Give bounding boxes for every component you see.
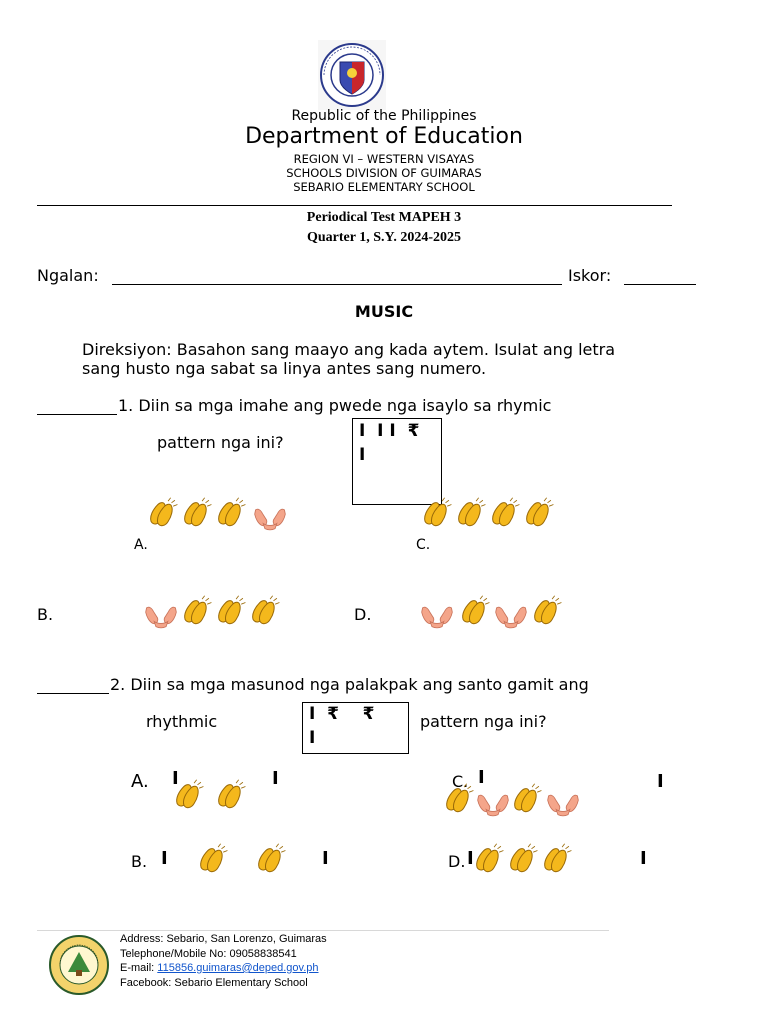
- footer-email-label: E-mail:: [120, 962, 155, 974]
- barline: I: [467, 848, 474, 869]
- clap-icon: [442, 782, 476, 816]
- footer-address: Address: Sebario, San Lorenzo, Guimaras: [120, 933, 327, 945]
- q2-option-d-label: D.: [448, 852, 466, 871]
- q2-notation-line2: I: [309, 728, 316, 748]
- q2-option-a-label: A.: [131, 771, 149, 792]
- open-hands-icon: [144, 596, 178, 630]
- clap-icon: [506, 842, 540, 876]
- directions-line1: Direksiyon: Basahon sang maayo ang kada aytem. Isulat ang letra: [82, 340, 616, 359]
- directions-line2: sang husto nga sabat sa linya antes sang numero.: [82, 359, 487, 378]
- test-title: Periodical Test MAPEH 3: [306, 210, 462, 225]
- open-hands-icon: [253, 498, 287, 532]
- q2-word-rhythmic: rhythmic: [146, 712, 218, 731]
- name-blank-line[interactable]: [112, 284, 562, 285]
- test-quarter: Quarter 1, S.Y. 2024-2025: [307, 230, 461, 245]
- footer-email-link[interactable]: 115856.guimaras@deped.gov.ph: [157, 962, 319, 974]
- clap-icon: [248, 594, 282, 628]
- barline: I: [272, 768, 279, 789]
- open-hands-icon: [546, 784, 580, 818]
- footer-email-row: [120, 961, 319, 976]
- clap-icon: [214, 594, 248, 628]
- q1-text: 1. Diin sa mga imahe ang pwede nga isaylo sa rhymic: [118, 396, 552, 415]
- department-title: Department of Education: [245, 124, 523, 149]
- q1-notation-line2: I: [359, 445, 366, 465]
- clap-icon: [530, 594, 564, 628]
- deped-seal: [316, 40, 388, 110]
- q2-notation-line1: I ₹ ₹: [309, 704, 375, 724]
- clap-icon: [254, 842, 288, 876]
- q1-answer-line[interactable]: [37, 414, 117, 415]
- q1-text-cont: pattern nga ini?: [157, 433, 284, 452]
- school-seal-logo: [46, 934, 112, 996]
- barline: I: [322, 848, 329, 869]
- open-hands-icon: [494, 596, 528, 630]
- clap-icon: [180, 594, 214, 628]
- clap-icon: [172, 778, 206, 812]
- clap-icon: [420, 496, 454, 530]
- clap-icon: [458, 594, 492, 628]
- q1-option-d-label: D.: [354, 605, 372, 624]
- region-text: REGION VI – WESTERN VISAYAS: [293, 152, 475, 166]
- q1-notation-line1: I I I ₹: [359, 421, 420, 441]
- q2-answer-line[interactable]: [37, 693, 109, 694]
- clap-icon: [540, 842, 574, 876]
- open-hands-icon: [420, 596, 454, 630]
- footer-facebook: Facebook: Sebario Elementary School: [120, 977, 308, 989]
- footer-divider: [37, 930, 609, 931]
- barline: I: [478, 767, 485, 788]
- header-divider: [37, 205, 672, 206]
- barline: I: [657, 771, 664, 792]
- barline: I: [161, 848, 168, 869]
- q1-notation-box: [352, 418, 442, 505]
- name-label: Ngalan:: [37, 266, 99, 285]
- footer-phone: Telephone/Mobile No: 09058838541: [120, 948, 297, 960]
- section-title: MUSIC: [354, 302, 414, 321]
- q1-option-c-label: C.: [416, 537, 431, 553]
- clap-icon: [214, 496, 248, 530]
- q2-notation-box: [302, 702, 409, 754]
- q2-text: 2. Diin sa mga masunod nga palakpak ang santo gamit ang: [110, 675, 589, 694]
- clap-icon: [146, 496, 180, 530]
- q2-word-pattern: pattern nga ini?: [420, 712, 547, 731]
- score-label: Iskor:: [568, 266, 612, 285]
- clap-icon: [510, 782, 544, 816]
- division-text: SCHOOLS DIVISION OF GUIMARAS: [286, 166, 482, 180]
- q2-option-c-label: C.: [452, 772, 469, 791]
- clap-icon: [522, 496, 556, 530]
- clap-icon: [180, 496, 214, 530]
- republic-text: Republic of the Philippines: [291, 108, 477, 124]
- school-text: SEBARIO ELEMENTARY SCHOOL: [293, 180, 475, 194]
- clap-icon: [196, 842, 230, 876]
- barline: I: [640, 848, 647, 869]
- clap-icon: [454, 496, 488, 530]
- clap-icon: [488, 496, 522, 530]
- q2-option-b-label: B.: [131, 852, 148, 871]
- open-hands-icon: [476, 784, 510, 818]
- q1-option-a-label: A.: [134, 537, 148, 553]
- clap-icon: [472, 842, 506, 876]
- clap-icon: [214, 778, 248, 812]
- q1-option-b-label: B.: [37, 605, 54, 624]
- score-blank-line[interactable]: [624, 284, 696, 285]
- barline: I: [172, 768, 179, 789]
